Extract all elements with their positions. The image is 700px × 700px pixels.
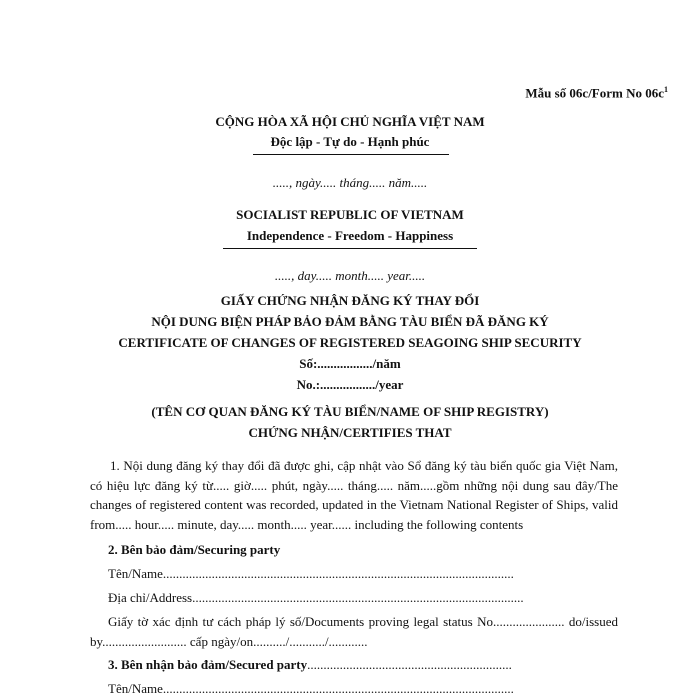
form-number — [525, 85, 668, 101]
title-line-3: CERTIFICATE OF CHANGES OF REGISTERED SEAGOING SHIP SECURITY — [118, 335, 582, 350]
title-line-2: NỘI DUNG BIỆN PHÁP BẢO ĐẢM BẰNG TÀU BIỂN ĐÃ ĐĂNG KÝ — [151, 314, 549, 329]
section-3-heading-dots: ............................................................... — [307, 657, 512, 672]
securing-party-name-field: Tên/Name............................................................................................................ — [108, 566, 514, 581]
section-1-text: 1. Nội dung đăng ký thay đổi đã được ghi, cập nhật vào Sổ đăng ký tàu biển quốc gia Việt Nam, có hiệu lực đăng ký từ..... giờ..... phút, ngày..... tháng..... năm.....gồm những nội dung sau đây/The changes of registered content was recorded, updated in the Vietnam National Register of Ships, valid from..... hour..... minute, day..... month..... year...... including the following contents — [90, 458, 618, 532]
form-number-footnote-mark: 1 — [664, 85, 668, 94]
certificate-number-vn: Số:................./năm — [299, 356, 401, 371]
en-country-name: SOCIALIST REPUBLIC OF VIETNAM — [236, 207, 464, 222]
section-3-heading — [108, 657, 512, 673]
securing-party-documents-field: Giấy tờ xác định tư cách pháp lý số/Documents proving legal status No...................... do/issued by.......................... cấp ngày/on........../.........../............ — [90, 614, 618, 649]
registry-name: (TÊN CƠ QUAN ĐĂNG KÝ TÀU BIỂN/NAME OF SHIP REGISTRY) — [151, 404, 549, 419]
form-number-text: Mẫu số 06c/Form No 06c — [525, 85, 664, 101]
secured-party-name-field: Tên/Name............................................................................................................ — [108, 681, 514, 696]
en-motto: Independence - Freedom - Happiness — [246, 228, 454, 243]
en-motto-underline — [223, 248, 477, 249]
section-3-heading-text: 3. Bên nhận bảo đảm/Secured party — [108, 657, 308, 672]
certifies-that: CHỨNG NHẬN/CERTIFIES THAT — [248, 425, 452, 440]
en-date-line: ....., day..... month..... year..... — [274, 268, 426, 283]
securing-party-address-field: Địa chỉ/Address...................................................................................................... — [108, 590, 524, 605]
vn-country-name: CỘNG HÒA XÃ HỘI CHỦ NGHĨA VIỆT NAM — [215, 114, 485, 129]
vn-motto-underline — [253, 154, 449, 155]
certificate-number-en: No.:................./year — [296, 377, 404, 392]
vn-motto: Độc lập - Tự do - Hạnh phúc — [270, 134, 430, 149]
vn-date-line: ....., ngày..... tháng..... năm..... — [272, 175, 428, 190]
section-2-heading: 2. Bên bảo đảm/Securing party — [108, 542, 281, 557]
title-line-1: GIẤY CHỨNG NHẬN ĐĂNG KÝ THAY ĐỔI — [220, 293, 480, 308]
